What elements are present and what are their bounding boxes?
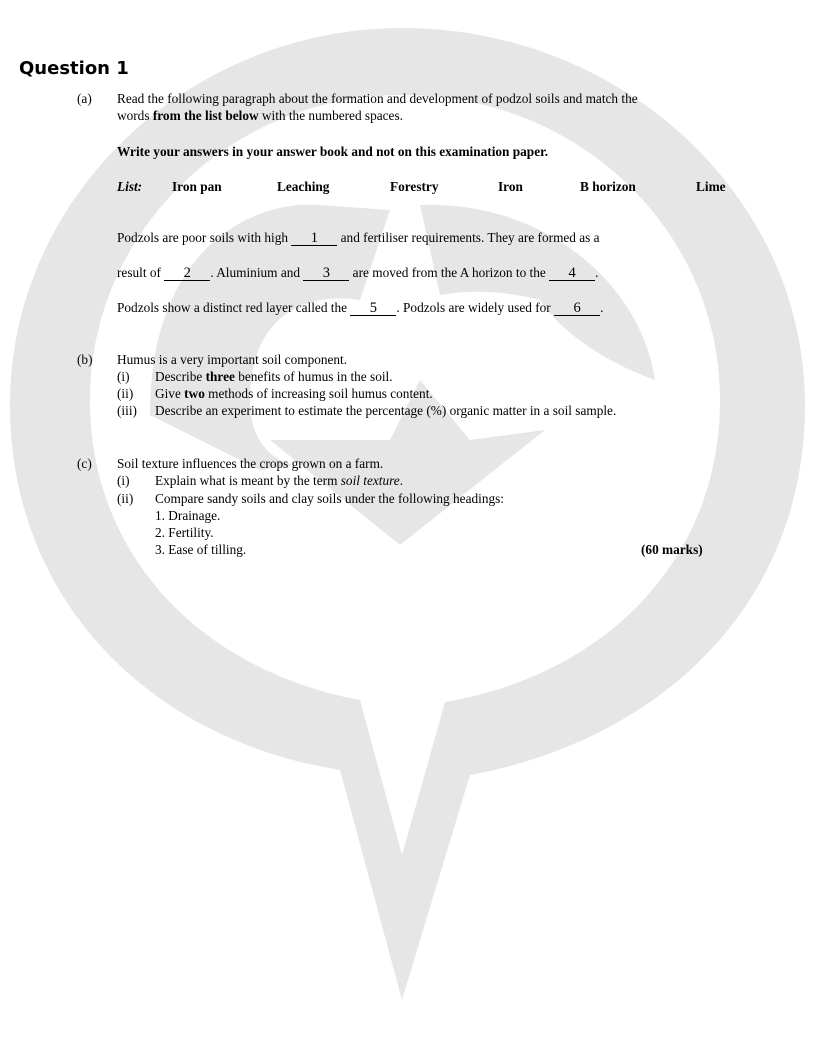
list-item-iron: Iron [498,179,523,194]
part-c-marker: (c) [77,456,92,471]
text: benefits of humus in the soil. [234,369,393,384]
part-c-item-1-number: (i) [117,473,130,488]
text: . Podzols are widely used for [396,300,555,315]
paragraph-line-2 [117,264,598,281]
blank-6: 6 [554,302,600,316]
bold-text: two [184,386,205,401]
paragraph-line-1 [117,229,600,246]
part-a-intro-line-2 [117,107,403,124]
text: . [595,265,599,280]
text: . Aluminium and [210,265,304,280]
marks-label: (60 marks) [641,542,703,557]
intro-text-end: with the numbered spaces. [258,108,403,123]
text: Podzols show a distinct red layer called the [117,300,351,315]
list-label: List: [117,179,143,194]
heading-drainage: 1. Drainage. [155,508,221,523]
part-b-stem: Humus is a very important soil component. [117,352,348,367]
text: . [399,473,404,488]
text: and fertiliser requirements. They are formed as a [337,230,600,245]
text: Describe [155,369,206,384]
bold-text: three [205,369,235,384]
blank-4: 4 [549,267,595,281]
part-b-marker: (b) [77,352,93,367]
text: result of [117,265,165,280]
part-b-item-3-number: (iii) [117,403,137,418]
part-a-marker: (a) [77,91,92,106]
blank-2: 2 [164,267,210,281]
blank-1: 1 [291,232,337,246]
text: . [600,300,604,315]
list-item-forestry: Forestry [390,179,439,194]
part-b-item-2 [155,385,433,402]
blank-3: 3 [303,267,349,281]
text: Podzols are poor soils with high [117,230,292,245]
heading-fertility: 2. Fertility. [155,525,214,540]
list-item-leaching: Leaching [277,179,330,194]
part-a-intro-line-1: Read the following paragraph about the formation and development of podzol soils and match the [117,91,638,106]
intro-text: words [117,108,153,123]
intro-bold-text: from the list below [152,108,259,123]
part-b-item-1-number: (i) [117,369,130,384]
heading-ease-of-tilling: 3. Ease of tilling. [155,542,247,557]
list-item-lime: Lime [696,179,726,194]
answer-instruction: Write your answers in your answer book and not on this examination paper. [117,144,549,159]
text: methods of increasing soil humus content. [204,386,433,401]
text: Explain what is meant by the term [155,473,341,488]
part-c-item-1 [155,472,403,489]
part-c-item-2: Compare sandy soils and clay soils under the following headings: [155,491,504,506]
list-item-iron-pan: Iron pan [172,179,222,194]
part-c-stem: Soil texture influences the crops grown on a farm. [117,456,384,471]
part-c-item-2-number: (ii) [117,491,134,506]
text: are moved from the A horizon to the [349,265,550,280]
part-b-item-1 [155,368,393,385]
text: Give [155,386,185,401]
blank-5: 5 [350,302,396,316]
text: Describe an experiment to estimate the percentage (%) organic matter in a soil sample. [155,403,617,418]
italic-term: soil texture [340,473,400,488]
part-b-item-3 [155,402,616,419]
question-title: Question 1 [19,58,129,79]
part-b-item-2-number: (ii) [117,386,134,401]
paragraph-line-3 [117,299,603,316]
list-item-b-horizon: B horizon [580,179,636,194]
